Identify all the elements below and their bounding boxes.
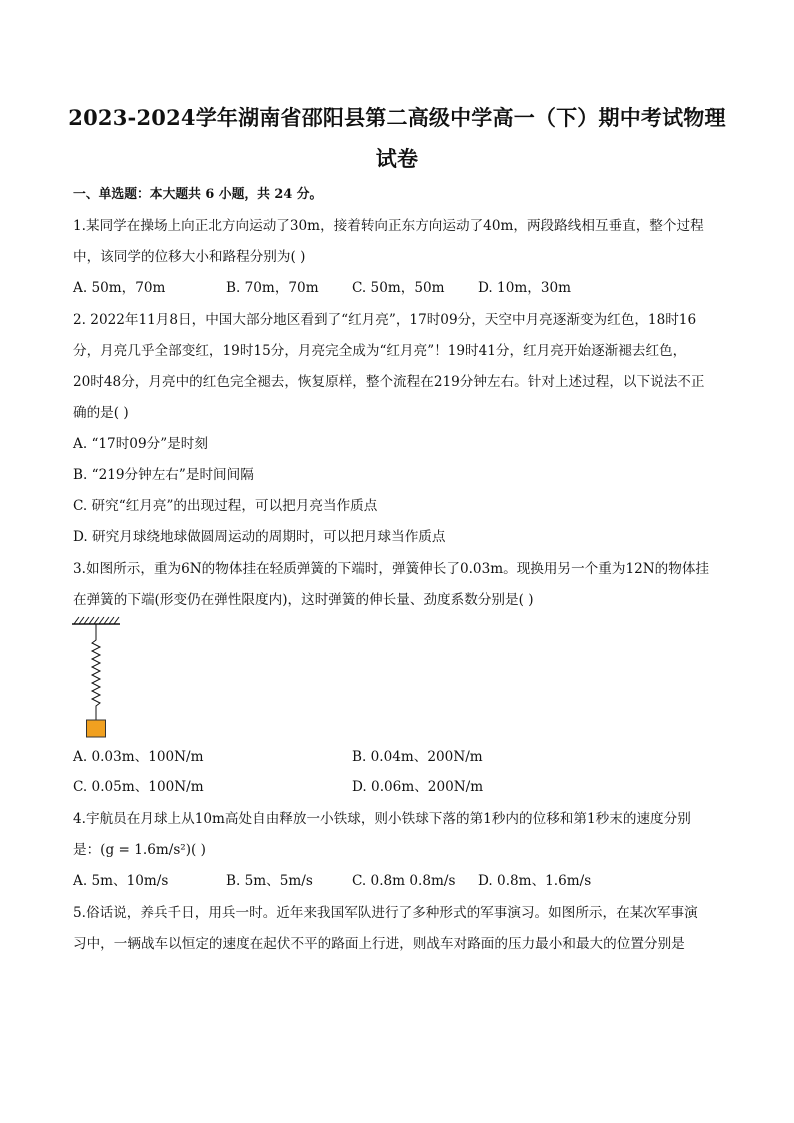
- question-2-line-1: 2. 2022年11月8日，中国大部分地区看到了“红月亮”，17时09分，天空中月亮逐渐变为红色，18时16: [73, 312, 697, 328]
- question-2-option-a: A. “17时09分”是时刻: [73, 436, 208, 452]
- question-1-line-1: 1.某同学在操场上向正北方向运动了30m，接着转向正东方向运动了40m，两段路线相互垂直，整个过程: [73, 218, 704, 234]
- question-3-option-a: A. 0.03m、100N/m: [73, 749, 204, 765]
- question-3-line-1: 3.如图所示，重为6N的物体挂在轻质弹簧的下端时，弹簧伸长了0.03m。现换用另一个重为12N的物体挂: [73, 561, 710, 577]
- question-4-option-b: B. 5m、5m/s: [226, 873, 313, 889]
- question-3-option-c: C. 0.05m、100N/m: [73, 779, 204, 795]
- question-1-option-d: D. 10m，30m: [478, 280, 572, 296]
- question-4-line-2: 是：(g = 1.6m/s²)( ): [73, 842, 206, 858]
- question-3-option-b: B. 0.04m、200N/m: [352, 749, 483, 765]
- question-4-option-a: A. 5m、10m/s: [73, 873, 169, 889]
- spring-figure: [70, 616, 130, 740]
- question-3-line-2: 在弹簧的下端(形变仍在弹性限度内)，这时弹簧的伸长量、劲度系数分别是( ): [73, 592, 534, 608]
- question-1-option-b: B. 70m，70m: [226, 280, 319, 296]
- question-2-option-c: C. 研究“红月亮”的出现过程，可以把月亮当作质点: [73, 498, 378, 514]
- question-4-option-c: C. 0.8m 0.8m/s: [352, 873, 456, 889]
- question-2-option-b: B. “219分钟左右”是时间间隔: [73, 467, 254, 483]
- exam-title-line1: 2023-2024学年湖南省邵阳县第二高级中学高一（下）期中考试物理: [68, 105, 726, 130]
- question-2-option-d: D. 研究月球绕地球做圆周运动的周期时，可以把月球当作质点: [73, 529, 446, 545]
- question-1-option-c: C. 50m，50m: [352, 280, 445, 296]
- question-1-option-a: A. 50m，70m: [73, 280, 166, 296]
- question-3-option-d: D. 0.06m、200N/m: [352, 779, 484, 795]
- hanging-block: [87, 720, 106, 737]
- ceiling-hatch: [72, 617, 120, 624]
- question-5-line-1: 5.俗话说，养兵千日，用兵一时。近年来我国军队进行了多种形式的军事演习。如图所示，在某次军事演: [73, 905, 698, 921]
- question-2-line-3: 20时48分，月亮中的红色完全褪去，恢复原样，整个流程在219分钟左右。针对上述过程，以下说法不正: [73, 374, 705, 390]
- question-1-line-2: 中，该同学的位移大小和路程分别为( ): [73, 249, 306, 265]
- section-heading-single-choice: 一、单选题：本大题共 6 小题，共 24 分。: [73, 187, 323, 202]
- question-4-option-d: D. 0.8m、1.6m/s: [478, 873, 592, 889]
- question-2-line-4: 确的是( ): [73, 405, 129, 421]
- question-4-line-1: 4.宇航员在月球上从10m高处自由释放一小铁球，则小铁球下落的第1秒内的位移和第1秒末的速度分别: [73, 811, 691, 827]
- question-5-line-2: 习中，一辆战车以恒定的速度在起伏不平的路面上行进，则战车对路面的压力最小和最大的位置分别是: [73, 936, 685, 952]
- exam-title-line2: 试卷: [375, 146, 419, 171]
- spring-coil: [92, 624, 100, 720]
- question-2-line-2: 分，月亮几乎全部变红，19时15分，月亮完全成为“红月亮”！19时41分，红月亮开始逐渐褪去红色，: [73, 343, 687, 359]
